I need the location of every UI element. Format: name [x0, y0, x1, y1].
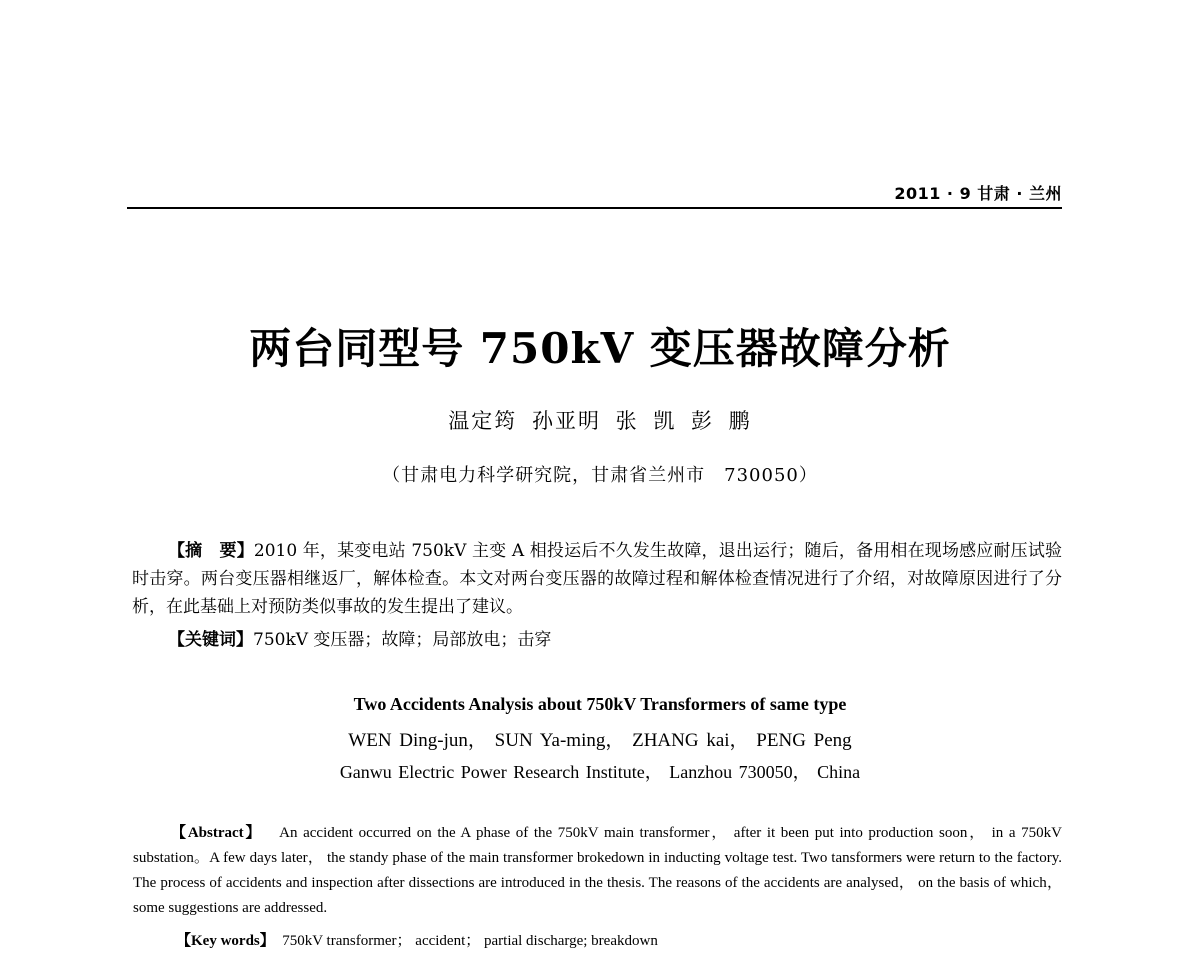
en-title: Two Accidents Analysis about 750kV Transformers of same type	[353, 694, 847, 714]
en-keywords	[176, 929, 1062, 954]
en-keywords-label: 【Key words】	[176, 933, 275, 949]
journal-header-info: 2011 · 9 甘肃 · 兰州	[894, 184, 1062, 203]
en-abstract	[133, 821, 1062, 921]
en-abstract-label: 【Abstract】	[171, 825, 263, 841]
paper-authors: 温定筠 孙亚明 张 凯 彭 鹏	[448, 409, 752, 433]
en-keywords-text: 750kV transformer； accident； partial discharge; breakdown	[282, 933, 658, 949]
en-authors: WEN Ding-jun， SUN Ya-ming， ZHANG kai， PENG Peng	[348, 730, 852, 751]
cn-abstract-text: 2010 年，某变电站 750kV 主变 A 相投运后不久发生故障，退出运行；随后，备用相在现场感应耐压试验时击穿。两台变压器相继返厂，解体检查。本文对两台变压器的故障过程和解体检查情况进行了介绍，对故障原因进行了分析，在此基础上对预防类似事故的发生提出了建议。	[132, 541, 1063, 617]
en-abstract-text: An accident occurred on the A phase of the 750kV main transformer， after it been put into production soon， in a 750kV substation。A few days later， the standy phase of the main transformer brokedown in inducting voltage test. Two tansformers were return to the factory. The process of accidents and inspection after dissections are introduced in the thesis. The reasons of the accidents are analysed， on the basis of which， some suggestions are addressed.	[133, 825, 1062, 916]
paper-title: 两台同型号 750kV 变压器故障分析	[249, 324, 951, 373]
cn-keywords	[168, 626, 1062, 654]
cn-abstract-label: 【摘 要】	[168, 541, 254, 561]
paper-affiliation: （甘肃电力科学研究院，甘肃省兰州市 730050）	[382, 465, 818, 486]
en-affiliation: Ganwu Electric Power Research Institute， Lanzhou 730050， China	[339, 762, 861, 782]
cn-keywords-label: 【关键词】	[168, 630, 253, 650]
cn-abstract	[132, 537, 1062, 621]
header-rule	[127, 207, 1062, 209]
cn-keywords-text: 750kV 变压器；故障；局部放电；击穿	[253, 630, 552, 650]
